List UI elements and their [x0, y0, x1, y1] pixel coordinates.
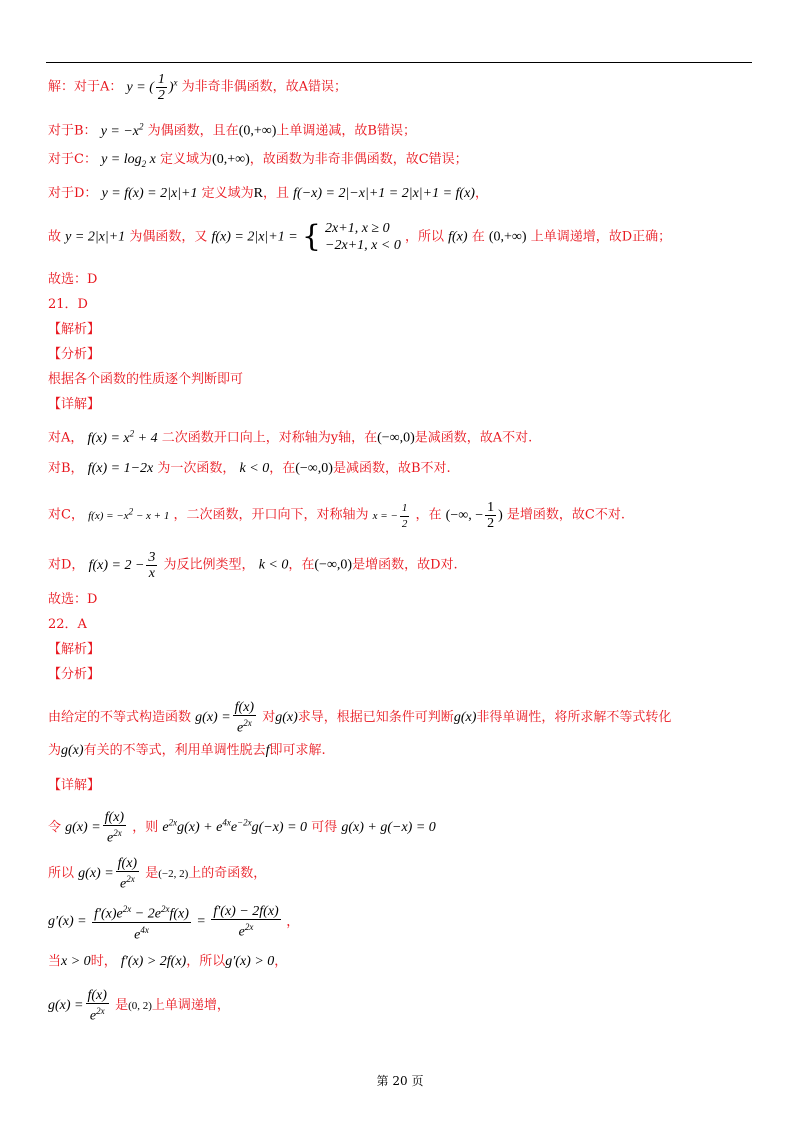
- text: 时，: [90, 954, 117, 969]
- case: −2x+1, x < 0: [325, 238, 401, 253]
- math: g(x) =: [78, 866, 114, 882]
- text: 是: [115, 998, 129, 1014]
- fraction: [146, 550, 157, 581]
- math: f(x) = x: [87, 430, 130, 446]
- text: 即可求解.: [269, 743, 326, 758]
- math: e: [238, 924, 245, 940]
- text: 对B，: [48, 461, 84, 476]
- axis-formula: [372, 501, 412, 530]
- derivative: [48, 904, 286, 943]
- page-footer: 第 20 页: [376, 1074, 424, 1088]
- formula: f(x) = 1−2x: [87, 461, 154, 476]
- exp: 2: [128, 506, 134, 517]
- exp: 4x: [140, 924, 149, 935]
- case: 2x+1, x ≥ 0: [325, 221, 390, 236]
- math: − 2e: [131, 906, 161, 922]
- formula: [88, 506, 170, 522]
- real-set: R: [253, 186, 263, 201]
- text: 二次函数开口向上，对称轴为y轴，在: [161, 430, 378, 446]
- text: 上单调递增，故D正确；: [530, 229, 672, 245]
- formula: g(x) + g(−x) = 0: [341, 820, 436, 836]
- g-def: [78, 856, 141, 892]
- section-heading: 【分析】: [48, 667, 101, 682]
- text: 定义域为: [160, 152, 213, 167]
- fraction: [485, 500, 496, 531]
- math: f(x) = 2 −: [88, 557, 145, 573]
- line-22-increasing: [48, 988, 230, 1024]
- section-heading: 【分析】: [48, 347, 101, 362]
- formula: g′(x) > 0: [225, 954, 275, 969]
- math: f(x): [169, 906, 189, 922]
- text: ，且: [262, 186, 289, 201]
- exp: 2x: [96, 1006, 105, 1016]
- formula: x > 0: [61, 954, 91, 969]
- exp: 2x: [160, 904, 170, 914]
- den: [92, 923, 191, 943]
- num: f′(x) − 2f(x): [213, 904, 279, 920]
- answer-line: 故选：D: [48, 272, 98, 287]
- text: ，在: [269, 461, 296, 476]
- formula: f′(x) > 2f(x): [120, 954, 187, 969]
- exp: 2: [129, 428, 135, 438]
- text: ，: [286, 914, 300, 930]
- line-d: 对于D： y = f(x) = 2|x|+1 定义域为R，且 f(−x) = 2|−x|+1 = 2|x|+1 = f(x)，: [48, 186, 488, 201]
- den: 2: [157, 88, 165, 103]
- text: 可得: [311, 820, 338, 836]
- math: ): [498, 507, 503, 523]
- fraction: [116, 856, 139, 892]
- line-b: [48, 117, 416, 141]
- formula: k < 0: [258, 557, 289, 573]
- text: 为: [48, 743, 62, 758]
- math: e: [162, 820, 169, 836]
- text: 非得单调性，将所求解不等式转化: [476, 710, 672, 726]
- den: [86, 1004, 109, 1024]
- fraction: [86, 988, 109, 1024]
- line-21b: [48, 460, 451, 478]
- line-22-analysis: [48, 700, 671, 736]
- math: + 4: [134, 430, 158, 446]
- text: 求导，根据已知条件可判断: [297, 710, 454, 726]
- math: (−∞, −: [445, 507, 484, 523]
- g: g(x): [61, 743, 84, 758]
- text: 为一次函数，: [157, 461, 236, 476]
- math: f′(x)e: [94, 906, 123, 922]
- math: g(x) =: [65, 820, 101, 836]
- line-21c: [48, 500, 625, 532]
- line-22-let: [48, 810, 436, 846]
- math: g(−x) = 0: [251, 820, 308, 836]
- text: ，在: [415, 507, 442, 523]
- header-rule: [46, 62, 752, 63]
- num: [92, 902, 191, 923]
- text: 为非奇非偶函数，故A错误；: [181, 79, 348, 95]
- section-heading: 【解析】: [48, 322, 101, 337]
- math: g(x) =: [48, 998, 84, 1014]
- interval: (0,+∞): [488, 229, 527, 245]
- text: 是减函数，故A不对.: [414, 430, 533, 446]
- formula: [87, 428, 158, 446]
- text: ，所以: [186, 954, 226, 969]
- math: e: [134, 927, 141, 943]
- text: 对于D：: [48, 186, 98, 201]
- math: e: [107, 830, 114, 846]
- line-21a: [48, 424, 532, 448]
- math: g(x) + e: [177, 820, 223, 836]
- exp: 2x: [244, 922, 254, 933]
- math: e: [89, 1008, 97, 1024]
- text: 对A，: [48, 430, 84, 446]
- line-22-derivative: [48, 902, 299, 942]
- math: y = (: [126, 79, 154, 95]
- line-22-odd: [48, 856, 266, 892]
- line-a: [48, 72, 347, 103]
- text: ，在: [288, 557, 315, 573]
- cases: [325, 220, 401, 254]
- text: 是增函数，故C不对.: [506, 507, 625, 523]
- text: 解：对于A：: [48, 79, 123, 95]
- exp: 2: [139, 121, 144, 131]
- interval: (0, 2): [128, 1000, 152, 1013]
- text: 有关的不等式，利用单调性脱去: [83, 743, 266, 758]
- exp: x: [173, 77, 178, 88]
- exp: 4x: [222, 817, 231, 828]
- exp: 2x: [243, 718, 252, 728]
- g-def: [48, 988, 111, 1024]
- formula-piecewise: f(x) = 2|x|+1 =: [211, 229, 298, 245]
- text: ，所以: [404, 229, 444, 245]
- text: 定义域为: [201, 186, 254, 201]
- g-def: [195, 700, 258, 736]
- text: 是: [145, 866, 159, 882]
- text: 上的奇函数，: [188, 866, 267, 882]
- interval: [445, 500, 503, 531]
- section-heading: 【详解】: [48, 778, 101, 793]
- math: e: [120, 876, 127, 892]
- math: g(x) =: [195, 710, 231, 726]
- math: f(x) = −x: [88, 509, 129, 522]
- exp: 2x: [113, 828, 122, 838]
- exp: 2x: [126, 874, 135, 884]
- num: 1: [487, 500, 495, 515]
- answer-line: 故选：D: [48, 592, 98, 607]
- interval: (−∞,0): [295, 461, 333, 476]
- fraction: [103, 810, 126, 846]
- text: 为反比例类型，: [163, 557, 255, 573]
- formula-b: [100, 121, 144, 139]
- text: 是减函数，故B不对.: [332, 461, 451, 476]
- formula: k < 0: [239, 461, 270, 476]
- num: f(x): [104, 810, 125, 825]
- num: f(x): [87, 988, 107, 1003]
- analysis-text: 根据各个函数的性质逐个判断即可: [48, 372, 244, 387]
- den: 2: [487, 516, 495, 531]
- text: 对D，: [48, 557, 85, 573]
- interval: (−∞,0): [377, 430, 415, 446]
- fraction-half: [156, 72, 167, 103]
- line-22-sign: [48, 953, 287, 971]
- math: − x + 1: [133, 509, 170, 522]
- text: ，则: [132, 820, 159, 836]
- formula-a: y = ( $\frac{1}{2}$ )$^x$: [126, 72, 178, 103]
- text: 由给定的不等式构造函数: [48, 710, 192, 726]
- den: [116, 872, 139, 892]
- num: f(x): [234, 700, 255, 715]
- num: 1: [157, 72, 165, 87]
- exp: 2x: [122, 904, 132, 914]
- fraction: [400, 501, 410, 532]
- text: 是增函数，故D对.: [352, 557, 458, 573]
- fraction: [211, 904, 280, 940]
- math: y = log: [101, 152, 142, 167]
- line-c: [48, 151, 468, 173]
- line-e: [48, 220, 671, 254]
- g-def: [65, 810, 128, 846]
- interval: (−∞,0): [314, 557, 353, 573]
- text: 当: [48, 954, 62, 969]
- den: x: [148, 566, 156, 581]
- text: 对于C：: [48, 152, 97, 167]
- text: ，二次函数，开口向下，对称轴为: [173, 507, 369, 523]
- interval: (0,+∞): [238, 123, 277, 139]
- text: ，故函数为非奇非偶函数，故C错误；: [249, 152, 468, 167]
- math: g′(x) =: [48, 914, 87, 930]
- fx: f(x): [448, 229, 468, 245]
- text: 对C，: [48, 507, 84, 523]
- interval: (0,+∞): [212, 152, 250, 167]
- section-heading: 【详解】: [48, 397, 101, 412]
- exp: 2x: [168, 817, 178, 828]
- num: f(x): [117, 856, 138, 871]
- formula-e: y = 2|x|+1: [65, 229, 126, 245]
- num: 1: [400, 501, 410, 517]
- num: 3: [148, 550, 156, 565]
- text: 令: [48, 820, 62, 836]
- math: e: [230, 820, 238, 836]
- fraction: [233, 700, 256, 736]
- line-21d: [48, 550, 458, 581]
- text: 对: [262, 710, 276, 726]
- line-22-analysis-2: [48, 742, 326, 760]
- text: 在: [471, 229, 485, 245]
- interval: (−2, 2): [158, 868, 189, 881]
- exp: −2x: [237, 817, 252, 828]
- fraction: [92, 902, 191, 942]
- math: =: [196, 914, 206, 930]
- text: 为偶函数，又: [129, 229, 208, 245]
- text: 对于B：: [48, 123, 97, 139]
- condition: [162, 817, 308, 836]
- question-number: 21．D: [48, 297, 88, 312]
- text: 上单调递减，故B错误；: [276, 123, 416, 139]
- brace: {: [301, 219, 321, 254]
- g: g(x): [453, 710, 477, 726]
- section-heading: 【解析】: [48, 642, 101, 657]
- formula-c: [101, 152, 156, 167]
- sub: 2: [141, 158, 147, 169]
- den: 2: [401, 517, 408, 530]
- den: [233, 716, 256, 736]
- math: x = −: [372, 509, 398, 522]
- formula-even: f(−x) = 2|−x|+1 = 2|x|+1 = f(x): [293, 186, 475, 201]
- den: [211, 920, 280, 940]
- text: 为偶函数，且在: [147, 123, 239, 139]
- math: x: [146, 152, 156, 167]
- text: 上单调递增，: [151, 998, 230, 1014]
- formula: [88, 550, 160, 581]
- text: 故: [48, 229, 62, 245]
- den: [103, 826, 126, 846]
- text: 所以: [48, 866, 75, 882]
- g: g(x): [275, 710, 298, 726]
- formula-d: y = f(x) = 2|x|+1: [101, 186, 198, 201]
- math: e: [237, 720, 244, 736]
- math: y = −x: [100, 123, 140, 139]
- text: ，: [274, 954, 288, 969]
- question-number: 22．A: [48, 617, 87, 632]
- f: f: [265, 743, 270, 758]
